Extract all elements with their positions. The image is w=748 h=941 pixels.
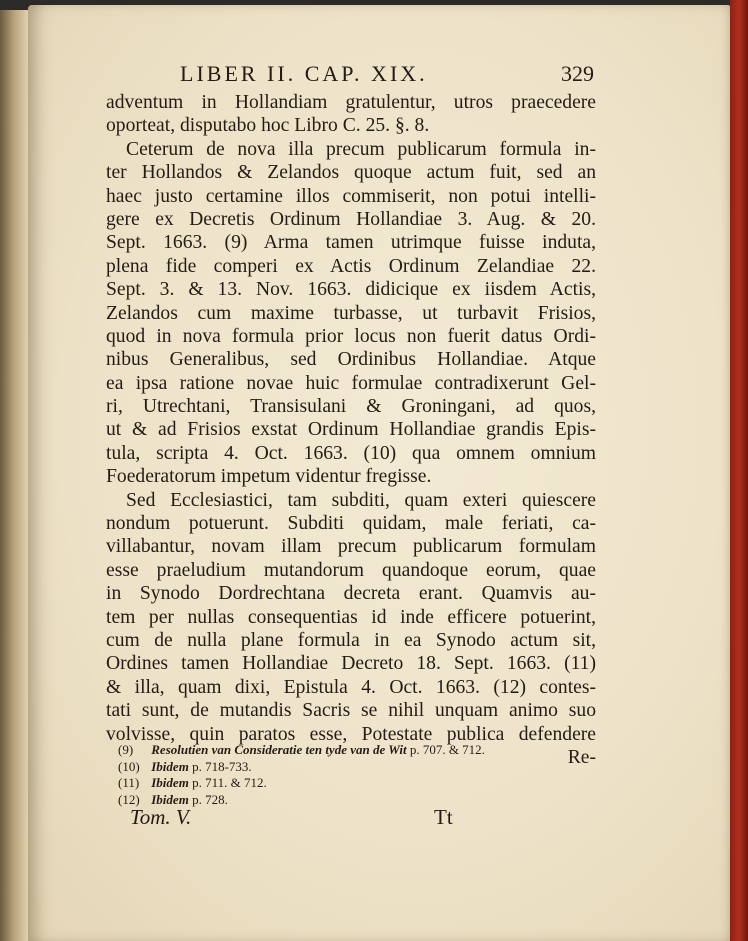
text-line: Sed Ecclesiastici, tam subditi, quam exteri quiescere: [126, 489, 596, 511]
text-line: nibus Generalibus, sed Ordinibus Hollandiae. Atque: [106, 349, 596, 371]
footnote-marker: (10): [118, 758, 140, 774]
text-line: ter Hollandos & Zelandos quoque actum fuit, sed an: [106, 162, 596, 184]
text-block: [106, 57, 596, 769]
text-line: in Synodo Dordrechtana decreta erant. Quamvis au-: [106, 583, 596, 605]
text-line: plena fide comperi ex Actis Ordinum Zelandiae 22.: [106, 255, 596, 277]
text-line: Ordines tamen Hollandiae Decreto 18. Sept. 1663. (11): [106, 653, 596, 675]
text-line: oporteat, disputabo hoc Libro C. 25. §. 8.: [106, 115, 430, 137]
footnote-title: Ibidem: [151, 758, 189, 774]
footnote-title: Resolutien van Consideratie ten tyde van de Wit: [151, 742, 407, 757]
text-line: ut & ad Frisios exstat Ordinum Hollandiae grandis Epis-: [106, 419, 596, 441]
footnote: [118, 742, 578, 759]
text-line: Sept. 1663. (9) Arma tamen utrimque fuisse induta,: [106, 232, 596, 254]
footnote-marker: (11): [118, 775, 140, 790]
signature-mark: Tt: [434, 805, 453, 829]
red-edge: [730, 0, 748, 941]
footnote-ref: p. 711. & 712.: [192, 775, 267, 790]
text-line: Foederatorum impetum videntur fregisse.: [106, 466, 432, 488]
text-line: quod in nova formula prior locus non fuerit datus Ordi-: [106, 325, 596, 347]
text-line: Sept. 3. & 13. Nov. 1663. didicique ex iisdem Actis,: [106, 279, 596, 301]
footnote-ref: p. 718-733.: [192, 758, 252, 774]
footnote: [118, 759, 578, 776]
text-line: gere ex Decretis Ordinum Hollandiae 3. Aug. & 20.: [106, 208, 596, 230]
volume-mark: Tom. V.: [130, 805, 192, 829]
text-line: nondum potuerunt. Subditi quidam, male feriati, ca-: [106, 513, 596, 535]
footnote: [118, 775, 578, 792]
text-line: esse praeludium mutandorum quandoque eorum, quae: [106, 559, 596, 581]
catchword: Re-: [567, 746, 596, 768]
text-line: Zelandos cum maxime turbasse, ut turbavit Frisios,: [106, 302, 596, 324]
text-line: villabantur, novam illam precum publicarum formulam: [106, 536, 596, 558]
text-line: Ceterum de nova illa precum publicarum formula in-: [126, 138, 596, 160]
book-page: [28, 5, 730, 941]
page-header: [106, 57, 596, 91]
signature-line: [130, 805, 490, 835]
text-line: tati sunt, de mutandis Sacris se nihil unquam animo suo: [106, 700, 596, 722]
footnote-ref: p. 728.: [192, 791, 228, 807]
footnote-title: Ibidem: [151, 791, 189, 807]
text-line: tula, scripta 4. Oct. 1663. (10) qua omnem omnium: [106, 442, 596, 464]
text-line: tem per nullas consequentias id inde efficere potuerint,: [106, 606, 596, 628]
text-line: & illa, quam dixi, Epistula 4. Oct. 1663. (12) contes-: [106, 676, 596, 698]
running-head: LIBER II. CAP. XIX.: [180, 61, 428, 86]
footnote-marker: (9): [118, 742, 134, 757]
footnote-ref: p. 707. & 712.: [409, 742, 485, 757]
text-line: cum de nulla plane formula in ea Synodo actum sit,: [106, 629, 596, 651]
text-line: haec justo certamine illos commiserit, non potui intelli-: [106, 185, 596, 207]
page-number: 329: [561, 61, 594, 86]
footnotes: [118, 742, 578, 808]
text-line: ri, Utrechtani, Transisulani & Groningani, ad quos,: [106, 396, 596, 418]
text-line: volvisse, quin paratos esse, Potestate publica defendere: [106, 723, 596, 745]
text-line: ea ipsa ratione novae huic formulae contradixerunt Gel-: [106, 372, 596, 394]
text-line: adventum in Hollandiam gratulentur, utros praecedere: [106, 92, 596, 113]
footnote-title: Ibidem: [151, 775, 189, 790]
footnote-marker: (12): [118, 791, 140, 807]
